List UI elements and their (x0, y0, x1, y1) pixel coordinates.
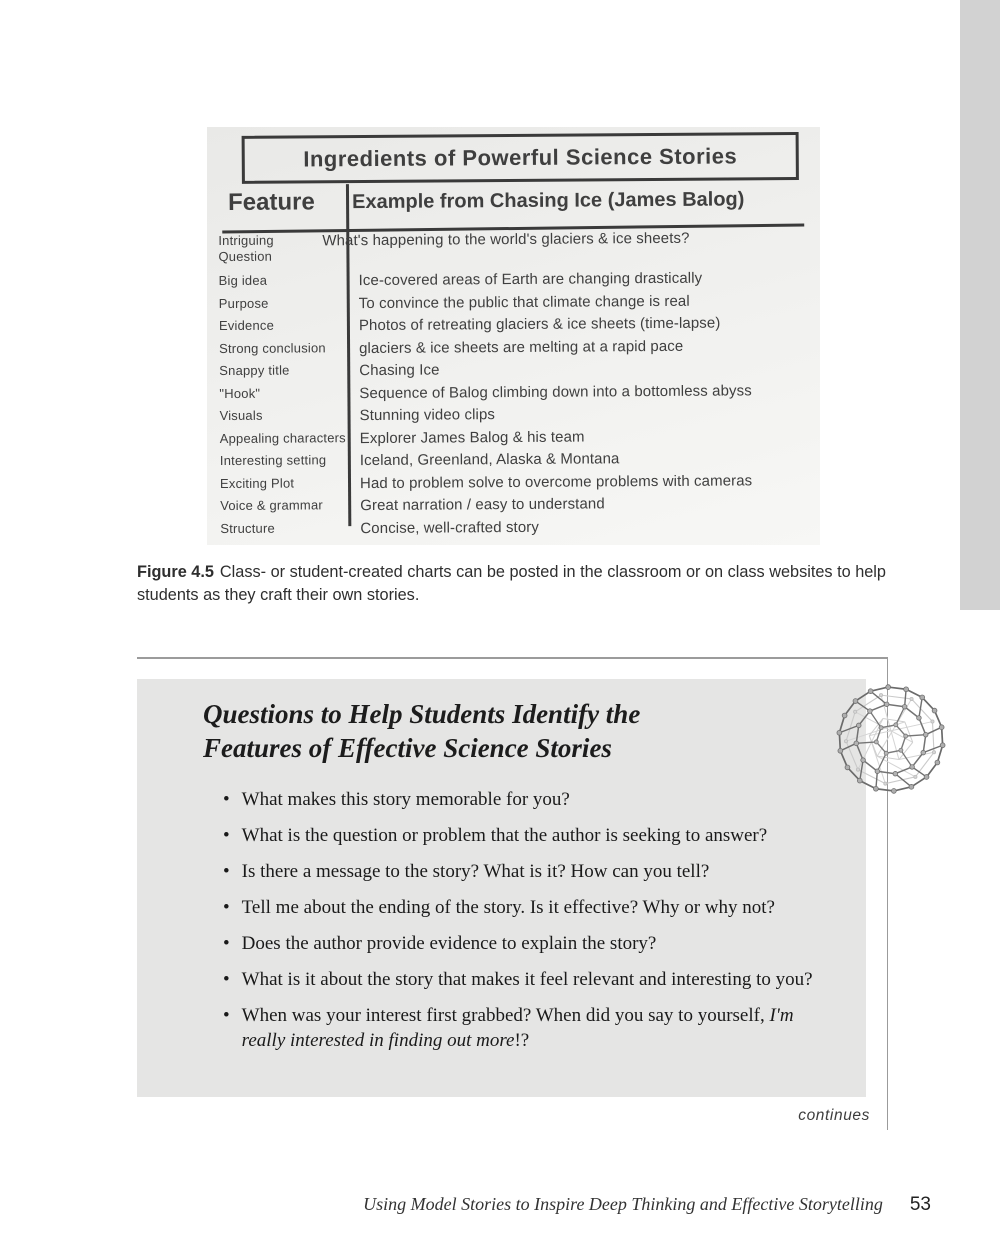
bullet-icon: • (223, 861, 230, 882)
question-item (223, 895, 903, 920)
question-text: Does the author provide evidence to explain the story? (241, 933, 657, 954)
example-cell: Concise, well-crafted story (360, 518, 539, 537)
frame-rule-top (137, 657, 888, 659)
whiteboard-chart (206, 125, 822, 547)
question-text: When was your interest first grabbed? When did you say to yourself, I'm really interested in finding out more!? (241, 1005, 794, 1051)
feature-cell: Interesting setting (219, 452, 327, 469)
question-item (223, 787, 903, 812)
question-text: What is the question or problem that the author is seeking to answer? (241, 825, 768, 846)
example-cell: Iceland, Greenland, Alaska & Montana (359, 450, 620, 470)
feature-cell: Intriguing Question (218, 232, 274, 264)
table-row (220, 516, 817, 543)
feature-cell: Evidence (218, 317, 275, 334)
example-cell: Stunning video clips (359, 406, 496, 425)
example-cell: glaciers & ice sheets are melting at a rapid pace (359, 337, 684, 357)
questions-heading-line2: Features of Effective Science Stories (203, 733, 612, 763)
figure-caption-label: Figure 4.5 (137, 563, 214, 581)
question-text: Is there a message to the story? What is it? How can you tell? (241, 861, 710, 882)
questions-heading (203, 697, 640, 765)
feature-cell: Strong conclusion (219, 339, 326, 356)
bullet-icon: • (223, 897, 230, 918)
chart-column-header-feature: Feature (227, 188, 315, 216)
question-text: What is it about the story that makes it feel relevant and interesting to you? (241, 969, 813, 990)
question-text: What makes this story memorable for you? (241, 789, 570, 810)
feature-cell: "Hook" (219, 385, 261, 401)
question-item (223, 859, 903, 884)
example-cell: Great narration / easy to understand (360, 495, 605, 515)
buckyball-molecule-icon (835, 681, 948, 797)
bullet-icon: • (223, 933, 230, 954)
example-cell: Had to problem solve to overcome problems with cameras (359, 471, 753, 492)
example-cell: Explorer James Balog & his team (359, 428, 585, 447)
page-footer (0, 1194, 1000, 1216)
feature-cell: Exciting Plot (219, 475, 295, 491)
bullet-icon: • (223, 1005, 230, 1026)
questions-heading-line1: Questions to Help Students Identify the (203, 699, 641, 729)
feature-cell: Visuals (219, 407, 263, 424)
feature-cell: Purpose (218, 295, 269, 311)
bullet-icon: • (223, 789, 230, 810)
example-cell: To convince the public that climate change is real (358, 292, 690, 312)
question-text: Tell me about the ending of the story. Is it effective? Why or why not? (241, 897, 775, 918)
figure-caption-text: Class- or student-created charts can be posted in the classroom or on class websites to help students as they craft their own stories. (137, 563, 886, 605)
chart-column-header-example: Example from Chasing Ice (James Balog) (351, 188, 745, 214)
chart-title: Ingredients of Powerful Science Stories (303, 143, 738, 172)
page-number: 53 (909, 1194, 931, 1215)
whiteboard-chart-photo (207, 127, 820, 545)
question-list (223, 787, 903, 1064)
bullet-icon: • (223, 825, 230, 846)
example-cell: Chasing Ice (359, 361, 440, 380)
page-edge-gray-bar (960, 0, 1000, 610)
bullet-icon: • (223, 969, 230, 990)
question-item (223, 1003, 903, 1053)
chart-rows (218, 229, 817, 543)
example-cell: Sequence of Balog climbing down into a bottomless abyss (359, 381, 752, 402)
question-item (223, 931, 903, 956)
question-item (223, 823, 903, 848)
example-cell: Photos of retreating glaciers & ice sheets (time-lapse) (358, 314, 721, 335)
question-item (223, 967, 903, 992)
chart-title-box (242, 132, 799, 184)
feature-cell: Snappy title (219, 362, 290, 379)
table-row (218, 229, 815, 273)
questions-box (137, 679, 866, 1097)
feature-cell: Big idea (218, 272, 268, 289)
example-cell: Ice-covered areas of Earth are changing drastically (358, 269, 703, 290)
figure-caption (137, 561, 909, 608)
feature-cell: Appealing characters (219, 429, 346, 446)
example-cell: What's happening to the world's glaciers & ice sheets? (322, 229, 690, 250)
running-footer-title: Using Model Stories to Inspire Deep Thinking and Effective Storytelling (363, 1194, 883, 1214)
feature-cell: Voice & grammar (220, 497, 323, 514)
feature-cell: Structure (220, 520, 275, 536)
continues-label: continues (798, 1107, 870, 1124)
